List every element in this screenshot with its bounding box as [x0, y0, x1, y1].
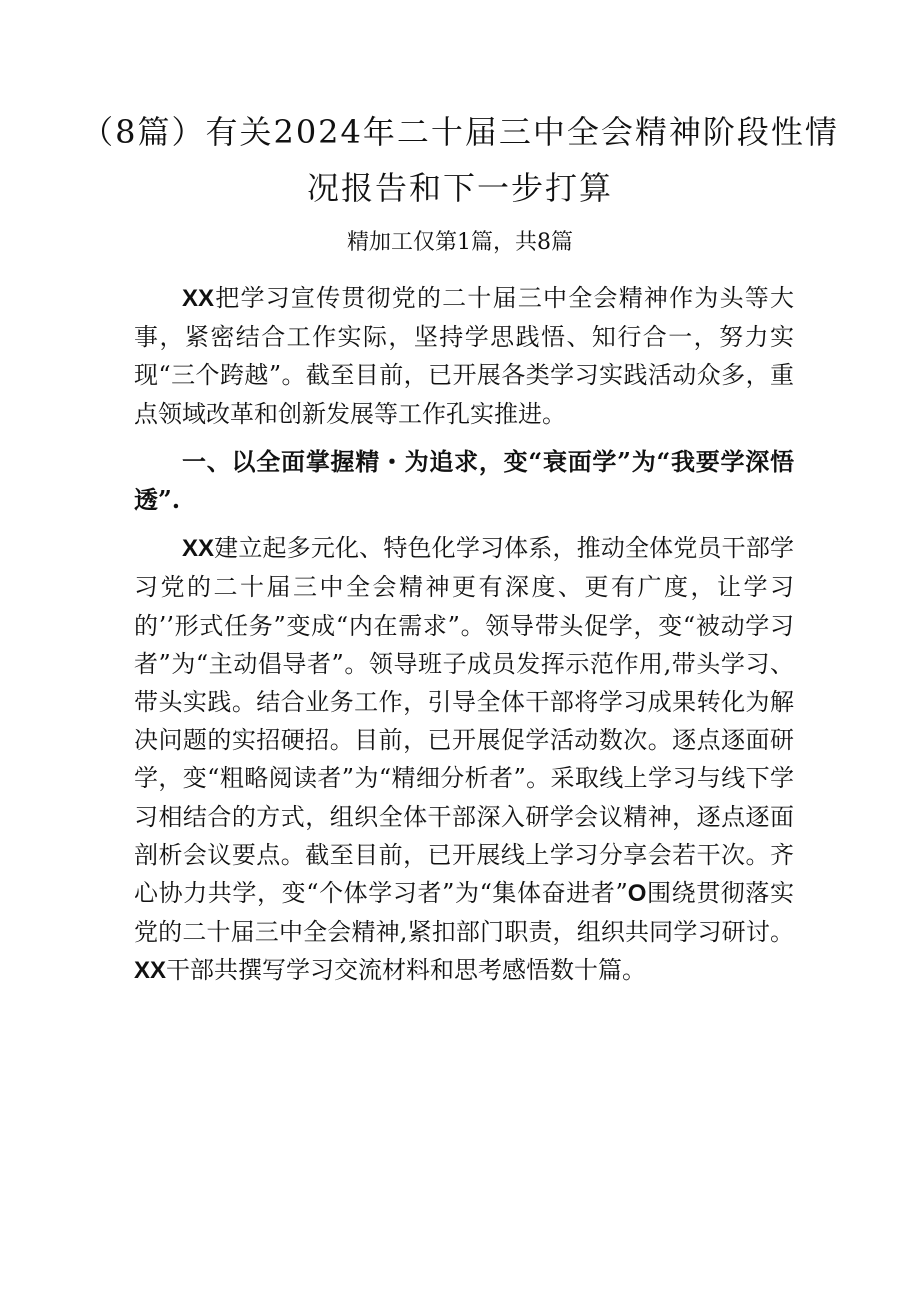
paragraph-section-1	[134, 529, 794, 990]
document-body	[134, 279, 794, 991]
paragraph-text: 建立起多元化、特色化学习体系，推动全体党员干部学习党的二十届三中全会精神更有深度、更有广度，让学习的’’形式任务”变成“内在需求”。领导带头促学，变“被动学习者”为“主动倡导者”。领导班子成员发挥示范作用,带头学习、带头实践。结合业务工作，引导全体干部将学习成果转化为解决问题的实招硬招。目前，已开展促学活动数次。逐点逐面研学，变“粗略阅读者”为“精细分析者”。采取线上学习与线下学习相结合的方式，组织全体干部深入研学会议精神，逐点逐面剖析会议要点。截至目前，已开展线上学习分享会若干次。齐心协力共学，变“个体学习者”为“集体奋进者”	[134, 534, 794, 908]
paragraph-text: 把学习宣传贯彻党的二十届三中全会精神作为头等大事，紧密结合工作实际，坚持学思践悟、知行合一，努力实现“三个跨越”。截至目前，已开展各类学习实践活动众多，重点领域改革和创新发展等工作孔实推进。	[134, 284, 794, 428]
paragraph-intro	[134, 279, 794, 433]
placeholder-o: O	[627, 880, 647, 908]
document-title: （8篇）有关2024年二十届三中全会精神阶段性情况报告和下一步打算	[81, 113, 839, 207]
placeholder-xx: XX	[182, 285, 215, 312]
paragraph-text: 干部共撰写学习交流材料和思考感悟数十篇。	[166, 956, 647, 985]
paragraph-text: 围绕贯彻落实党的二十届三中全会精神,紧扣部门职责，组织共同学习研讨。	[134, 879, 795, 947]
document-subtitle: 精加工仅第1篇，共8篇	[347, 230, 573, 255]
placeholder-xx: XX	[182, 535, 215, 563]
section-heading: 一、以全面掌握精・为追求，变“衰面学”为“我要学深悟透”.	[134, 446, 794, 515]
placeholder-xx: XX	[134, 957, 167, 985]
